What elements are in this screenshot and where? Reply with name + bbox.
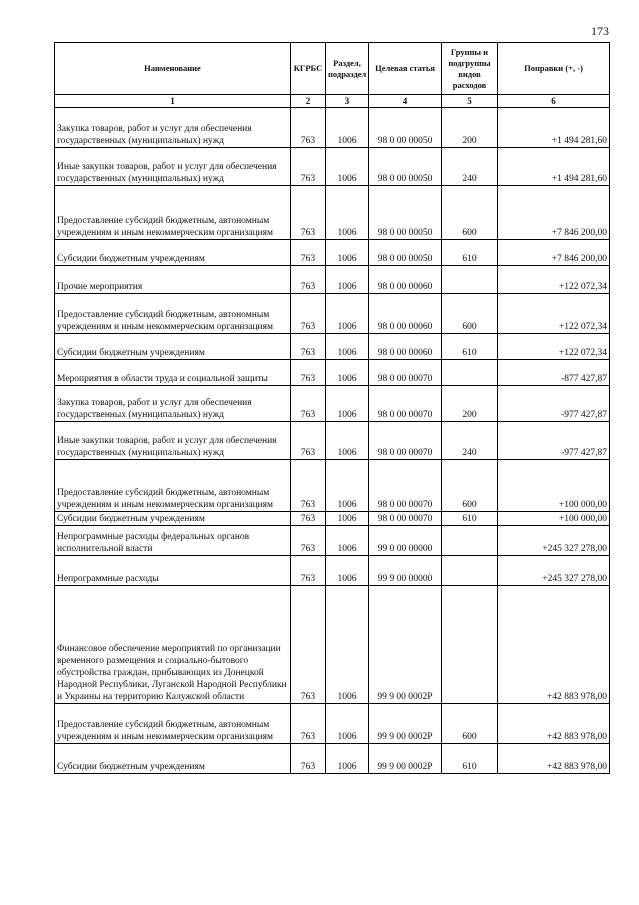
cell-target: 98 0 00 00050	[369, 108, 442, 148]
table-row	[55, 148, 610, 186]
cell-expense-group: 610	[442, 744, 498, 774]
table-row	[55, 744, 610, 774]
cell-expense-group: 240	[442, 422, 498, 460]
cell-section: 1006	[326, 334, 369, 360]
header-section: Раздел, подраздел	[326, 43, 369, 95]
cell-amount: -977 427,87	[498, 386, 610, 422]
cell-amount: -877 427,87	[498, 360, 610, 386]
table-row	[55, 704, 610, 744]
cell-kgrbs: 763	[291, 240, 326, 266]
cell-target: 98 0 00 00070	[369, 512, 442, 526]
cell-target: 98 0 00 00070	[369, 386, 442, 422]
cell-target: 98 0 00 00060	[369, 294, 442, 334]
cell-kgrbs: 763	[291, 334, 326, 360]
cell-name: Прочие мероприятия	[55, 266, 291, 294]
cell-target: 99 9 00 0002Р	[369, 704, 442, 744]
cell-expense-group	[442, 360, 498, 386]
cell-target: 99 9 00 0002Р	[369, 744, 442, 774]
cell-target: 98 0 00 00060	[369, 334, 442, 360]
cell-section: 1006	[326, 186, 369, 240]
cell-name: Закупка товаров, работ и услуг для обеспечения государственных (муниципальных) нужд	[55, 108, 291, 148]
cell-name: Предоставление субсидий бюджетным, автономным учреждениям и иным некоммерческим организациям	[55, 186, 291, 240]
cell-kgrbs: 763	[291, 460, 326, 512]
cell-name: Предоставление субсидий бюджетным, автономным учреждениям и иным некоммерческим организациям	[55, 704, 291, 744]
cell-target: 98 0 00 00050	[369, 240, 442, 266]
cell-expense-group	[442, 556, 498, 586]
table-row	[55, 386, 610, 422]
cell-amount: +100 000,00	[498, 460, 610, 512]
cell-section: 1006	[326, 294, 369, 334]
cell-section: 1006	[326, 586, 369, 704]
table-row	[55, 334, 610, 360]
cell-name: Субсидии бюджетным учреждениям	[55, 744, 291, 774]
table-row	[55, 556, 610, 586]
cell-section: 1006	[326, 148, 369, 186]
cell-section: 1006	[326, 744, 369, 774]
table-row	[55, 512, 610, 526]
cell-kgrbs: 763	[291, 586, 326, 704]
cell-section: 1006	[326, 240, 369, 266]
column-number: 4	[369, 95, 442, 108]
table-row	[55, 240, 610, 266]
cell-kgrbs: 763	[291, 266, 326, 294]
cell-name: Финансовое обеспечение мероприятий по организации временного размещения и социально-бытового обустройства граждан, прибывающих из Донецкой Народной Республики, Луганской Народной Республики и Украины на территорию Калужской области	[55, 586, 291, 704]
table-row	[55, 586, 610, 704]
cell-kgrbs: 763	[291, 512, 326, 526]
cell-expense-group: 600	[442, 186, 498, 240]
table-row	[55, 460, 610, 512]
cell-section: 1006	[326, 556, 369, 586]
cell-target: 99 9 00 0002Р	[369, 586, 442, 704]
cell-expense-group	[442, 266, 498, 294]
table-body	[55, 108, 610, 774]
cell-expense-group: 610	[442, 240, 498, 266]
cell-name: Закупка товаров, работ и услуг для обеспечения государственных (муниципальных) нужд	[55, 386, 291, 422]
cell-name: Непрограммные расходы федеральных органов исполнительной власти	[55, 526, 291, 556]
cell-amount: +1 494 281,60	[498, 148, 610, 186]
cell-amount: +42 883 978,00	[498, 586, 610, 704]
cell-name: Субсидии бюджетным учреждениям	[55, 240, 291, 266]
cell-kgrbs: 763	[291, 556, 326, 586]
page-number: 173	[591, 24, 609, 38]
cell-kgrbs: 763	[291, 526, 326, 556]
cell-section: 1006	[326, 360, 369, 386]
column-number-row	[55, 95, 610, 108]
cell-amount: -977 427,87	[498, 422, 610, 460]
cell-expense-group: 600	[442, 294, 498, 334]
cell-amount: +42 883 978,00	[498, 744, 610, 774]
cell-kgrbs: 763	[291, 294, 326, 334]
budget-table	[54, 42, 610, 774]
cell-amount: +122 072,34	[498, 266, 610, 294]
cell-kgrbs: 763	[291, 744, 326, 774]
cell-kgrbs: 763	[291, 360, 326, 386]
table-row	[55, 186, 610, 240]
cell-kgrbs: 763	[291, 148, 326, 186]
cell-name: Субсидии бюджетным учреждениям	[55, 512, 291, 526]
table-row	[55, 526, 610, 556]
table-row	[55, 360, 610, 386]
cell-amount: +122 072,34	[498, 334, 610, 360]
cell-section: 1006	[326, 266, 369, 294]
cell-amount: +42 883 978,00	[498, 704, 610, 744]
header-expense-group: Группы и подгруппы видов расходов	[442, 43, 498, 95]
cell-target: 98 0 00 00070	[369, 460, 442, 512]
header-row	[55, 43, 610, 95]
cell-amount: +100 000,00	[498, 512, 610, 526]
cell-section: 1006	[326, 422, 369, 460]
cell-expense-group: 610	[442, 512, 498, 526]
cell-name: Предоставление субсидий бюджетным, автономным учреждениям и иным некоммерческим организациям	[55, 460, 291, 512]
cell-amount: +7 846 200,00	[498, 186, 610, 240]
cell-expense-group: 200	[442, 108, 498, 148]
cell-amount: +122 072,34	[498, 294, 610, 334]
cell-section: 1006	[326, 386, 369, 422]
cell-kgrbs: 763	[291, 422, 326, 460]
cell-kgrbs: 763	[291, 704, 326, 744]
cell-section: 1006	[326, 460, 369, 512]
cell-amount: +1 494 281,60	[498, 108, 610, 148]
table-row	[55, 266, 610, 294]
header-name: Наименование	[55, 43, 291, 95]
cell-expense-group	[442, 526, 498, 556]
cell-name: Мероприятия в области труда и социальной защиты	[55, 360, 291, 386]
column-number: 3	[326, 95, 369, 108]
cell-expense-group: 600	[442, 460, 498, 512]
cell-expense-group: 610	[442, 334, 498, 360]
cell-section: 1006	[326, 512, 369, 526]
cell-expense-group: 240	[442, 148, 498, 186]
table-row	[55, 108, 610, 148]
cell-amount: +7 846 200,00	[498, 240, 610, 266]
header-kgrbs: КГРБС	[291, 43, 326, 95]
cell-target: 98 0 00 00050	[369, 186, 442, 240]
cell-section: 1006	[326, 108, 369, 148]
cell-kgrbs: 763	[291, 386, 326, 422]
cell-kgrbs: 763	[291, 186, 326, 240]
column-number: 2	[291, 95, 326, 108]
column-number: 5	[442, 95, 498, 108]
cell-name: Субсидии бюджетным учреждениям	[55, 334, 291, 360]
header-target: Целевая статья	[369, 43, 442, 95]
table-row	[55, 294, 610, 334]
cell-target: 98 0 00 00070	[369, 360, 442, 386]
cell-name: Непрограммные расходы	[55, 556, 291, 586]
header-amendments: Поправки (+, -)	[498, 43, 610, 95]
cell-expense-group	[442, 586, 498, 704]
cell-amount: +245 327 278,00	[498, 556, 610, 586]
table-row	[55, 422, 610, 460]
cell-section: 1006	[326, 704, 369, 744]
cell-section: 1006	[326, 526, 369, 556]
cell-kgrbs: 763	[291, 108, 326, 148]
column-number: 6	[498, 95, 610, 108]
cell-name: Иные закупки товаров, работ и услуг для обеспечения государственных (муниципальных) нужд	[55, 148, 291, 186]
column-number: 1	[55, 95, 291, 108]
cell-target: 99 0 00 00000	[369, 526, 442, 556]
cell-target: 98 0 00 00060	[369, 266, 442, 294]
cell-name: Иные закупки товаров, работ и услуг для обеспечения государственных (муниципальных) нужд	[55, 422, 291, 460]
cell-expense-group: 600	[442, 704, 498, 744]
cell-amount: +245 327 278,00	[498, 526, 610, 556]
cell-target: 98 0 00 00050	[369, 148, 442, 186]
cell-name: Предоставление субсидий бюджетным, автономным учреждениям и иным некоммерческим организациям	[55, 294, 291, 334]
cell-target: 98 0 00 00070	[369, 422, 442, 460]
cell-target: 99 9 00 00000	[369, 556, 442, 586]
cell-expense-group: 200	[442, 386, 498, 422]
